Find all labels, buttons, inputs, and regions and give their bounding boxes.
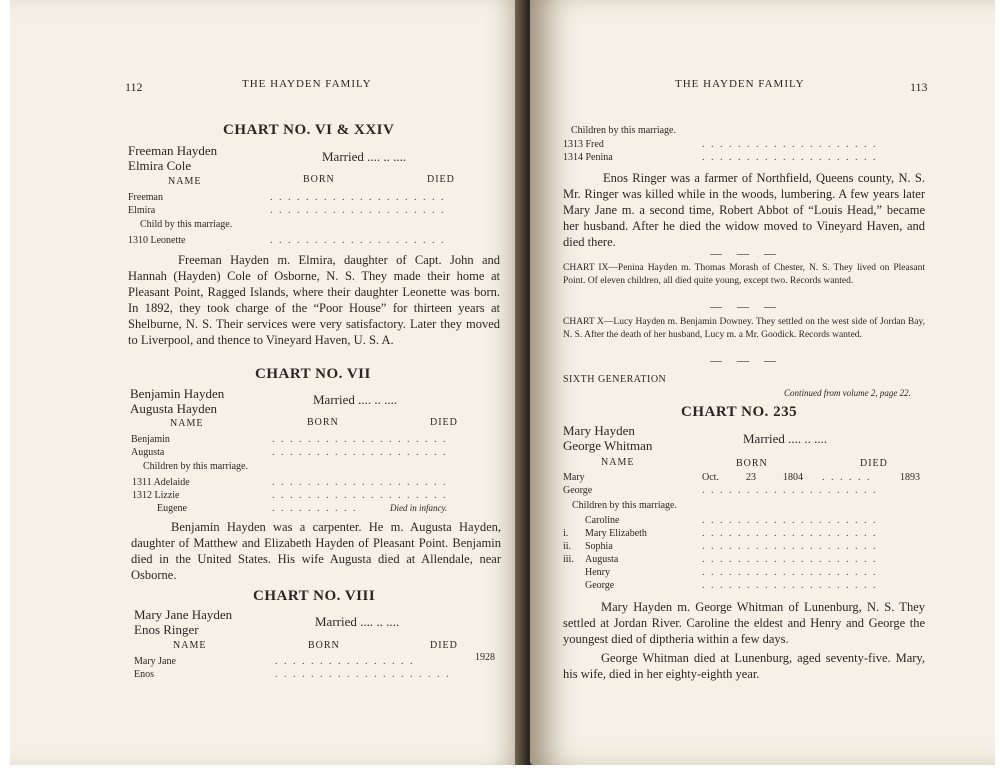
- table-row-name: Mary: [563, 472, 585, 483]
- right-page: [530, 0, 995, 765]
- table-row-dots: . . . . . . . . . . . . . . . . . . . .: [702, 554, 878, 565]
- wife-name: Augusta Hayden: [130, 401, 218, 416]
- table-row-name: 1312 Lizzie: [132, 490, 180, 501]
- col-name-header: NAME: [173, 640, 207, 651]
- col-died-header: DIED: [430, 640, 458, 651]
- child-name: Mary Elizabeth: [585, 528, 647, 539]
- child-name: Sophia: [585, 541, 613, 552]
- col-name-header: NAME: [170, 418, 204, 429]
- chart-paragraph: Benjamin Hayden was a carpenter. He m. Augusta Hayden, daughter of Matthew and Elizabeth Hayden of Pleasant Point. Benjamin died in the United States. His wife Augusta died at Allendale, near Osborne.: [131, 520, 501, 582]
- wife-name: Elmira Cole: [128, 158, 192, 173]
- col-born-header: BORN: [736, 458, 768, 469]
- table-row-dots: . . . . . . . . . . . . . . . . . . . .: [272, 447, 448, 458]
- children-label: Children by this marriage.: [143, 461, 248, 472]
- table-row-dots: . . . . . . . . . .: [272, 503, 358, 514]
- biography-paragraph: Mary Hayden m. George Whitman of Lunenburg, N. S. They settled at Jordan River. Caroline the eldest and Henry and George the youngest died of diptheria within a few days.: [563, 600, 925, 646]
- husband-name: Benjamin Hayden: [130, 386, 225, 401]
- child-numeral: iii.: [563, 554, 574, 565]
- table-row-name: Benjamin: [131, 434, 170, 445]
- chart-note: CHART X—Lucy Hayden m. Benjamin Downey. They settled on the west side of Jordan Bay, N. S. After the death of her husband, Lucy m. a Mr. Goodick. Records wanted.: [563, 317, 925, 340]
- table-row-name: 1314 Penina: [563, 152, 613, 163]
- col-born-header: BORN: [303, 174, 335, 185]
- table-row-name: Elmira: [128, 205, 156, 216]
- table-row-name: George: [563, 485, 593, 496]
- table-row-name: 1310 Leonette: [128, 235, 186, 246]
- table-row-dots: . . . . . . . . . . . . . . . . . . . .: [702, 528, 878, 539]
- chart-title: CHART NO. VIII: [253, 588, 376, 604]
- table-row-dots: . . . . . . . . . . . . . . . . . . . .: [275, 669, 451, 680]
- child-name: George: [585, 580, 615, 591]
- table-row-dots: . . . . . . . . . . . . . . . . . . . .: [270, 205, 446, 216]
- chart-title: CHART NO. VI & XXIV: [223, 122, 395, 138]
- children-label: Children by this marriage.: [572, 500, 677, 511]
- table-row-dots: . . . . . .: [822, 472, 872, 483]
- married-line: Married .... .. ....: [313, 392, 398, 407]
- table-row-dots: . . . . . . . . . . . . . . . . . . . .: [702, 152, 878, 163]
- table-row-dots: . . . . . . . . . . . . . . . . . . . .: [702, 485, 878, 496]
- table-row-dots: . . . . . . . . . . . . . . . . . . . .: [270, 235, 446, 246]
- wife-name: George Whitman: [563, 438, 653, 453]
- husband-name: Mary Hayden: [563, 423, 635, 438]
- separator: — — —: [710, 353, 782, 367]
- table-row-dots: . . . . . . . . . . . . . . . . . . . .: [272, 477, 448, 488]
- table-row-dots: . . . . . . . . . . . . . . . . . . . .: [702, 139, 878, 150]
- table-row-name: 1313 Fred: [563, 139, 604, 150]
- biography-paragraph: George Whitman died at Lunenburg, aged seventy-five. Mary, his wife, died in her eighty-eighth year.: [563, 651, 925, 681]
- born-month: Oct.: [702, 472, 719, 483]
- continued-note: Continued from volume 2, page 22.: [784, 388, 911, 398]
- separator: — — —: [710, 299, 782, 313]
- col-name-header: NAME: [601, 457, 635, 468]
- born-year: 1804: [783, 472, 803, 483]
- died-year: 1928: [475, 652, 495, 663]
- table-row-dots: . . . . . . . . . . . . . . . . . . . .: [272, 490, 448, 501]
- table-row-name: Enos: [134, 669, 154, 680]
- left-page: [10, 0, 525, 765]
- running-head: THE HAYDEN FAMILY: [242, 78, 372, 90]
- children-label: Child by this marriage.: [140, 219, 233, 230]
- page-number: 113: [910, 80, 928, 94]
- table-row-dots: . . . . . . . . . . . . . . . . . . . .: [702, 541, 878, 552]
- table-row-name: Eugene: [157, 503, 187, 514]
- col-born-header: BORN: [307, 417, 339, 428]
- generation-label: SIXTH GENERATION: [563, 374, 667, 385]
- chart-note: CHART IX—Penina Hayden m. Thomas Morash of Chester, N. S. They lived on Pleasant Point. Of eleven children, all died quite young, except two. Records wanted.: [563, 263, 925, 286]
- married-line: Married .... .. ....: [315, 614, 400, 629]
- born-day: 23: [746, 472, 756, 483]
- child-numeral: ii.: [563, 541, 572, 552]
- col-born-header: BORN: [308, 640, 340, 651]
- chart-title: CHART NO. 235: [681, 404, 798, 420]
- table-row-name: Freeman: [128, 192, 163, 203]
- separator: — — —: [710, 246, 782, 260]
- table-row-dots: . . . . . . . . . . . . . . . . . . . .: [702, 580, 878, 591]
- page-number: 112: [125, 80, 143, 94]
- child-numeral: i.: [563, 528, 569, 539]
- chart-title: CHART NO. VII: [255, 366, 371, 382]
- married-line: Married .... .. ....: [743, 431, 828, 446]
- table-row-name: Augusta: [131, 447, 165, 458]
- col-died-header: DIED: [427, 174, 455, 185]
- running-head: THE HAYDEN FAMILY: [675, 78, 805, 90]
- table-row-dots: . . . . . . . . . . . . . . . . . . . .: [702, 567, 878, 578]
- book-spread: [10, 0, 995, 765]
- infancy-note: Died in infancy.: [390, 503, 448, 513]
- table-row-name: 1311 Adelaide: [132, 477, 190, 488]
- col-name-header: NAME: [168, 176, 202, 187]
- husband-name: Freeman Hayden: [128, 143, 218, 158]
- child-name: Caroline: [585, 515, 620, 526]
- married-line: Married .... .. ....: [322, 149, 407, 164]
- table-row-dots: . . . . . . . . . . . . . . . .: [275, 656, 415, 667]
- chart-paragraph: Freeman Hayden m. Elmira, daughter of Capt. John and Hannah (Hayden) Cole of Osborne, N. S. They made their home at Pleasant Point, Ragged Islands, where their daughter Leonette was born. In 1892, they took charge of the “Poor House” for thirteen years at Shelburne, N. S. Their services were very satisfactory. Later they moved to Liverpool, and thence to Vineyard Haven, U. S. A.: [128, 253, 500, 347]
- table-row-dots: . . . . . . . . . . . . . . . . . . . .: [272, 434, 448, 445]
- table-row-name: Mary Jane: [134, 656, 176, 667]
- col-died-header: DIED: [860, 458, 888, 469]
- biography-paragraph: Enos Ringer was a farmer of Northfield, Queens county, N. S. Mr. Ringer was killed while in the woods, lumbering. A few years later Mary Jane m. a second time, Robert Abbot of “Louis Head,” became her husband. After he died the widow moved to Vineyard Haven, and died there.: [563, 171, 925, 249]
- table-row-dots: . . . . . . . . . . . . . . . . . . . .: [270, 192, 446, 203]
- table-row-dots: . . . . . . . . . . . . . . . . . . . .: [702, 515, 878, 526]
- children-label: Children by this marriage.: [571, 125, 676, 136]
- husband-name: Mary Jane Hayden: [134, 607, 233, 622]
- died-year: 1893: [900, 472, 920, 483]
- child-name: Augusta: [585, 554, 619, 565]
- child-name: Henry: [585, 567, 610, 578]
- col-died-header: DIED: [430, 417, 458, 428]
- wife-name: Enos Ringer: [134, 622, 199, 637]
